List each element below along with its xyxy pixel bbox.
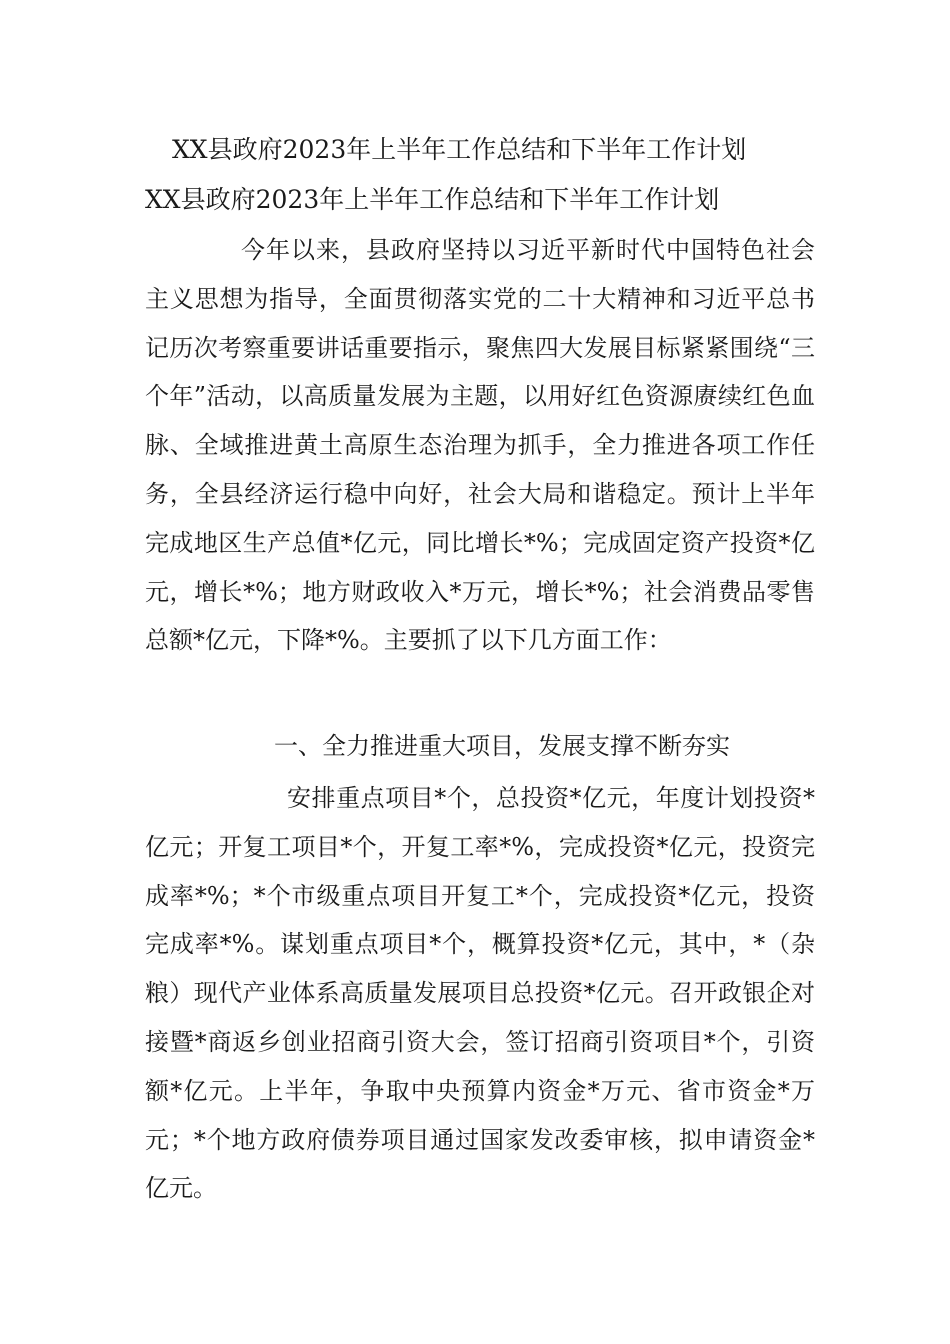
section-paragraph: 安排重点项目*个，总投资*亿元，年度计划投资*亿元；开复工项目*个，开复工率*%，完成投资*亿元，投资完成率*%；*个市级重点项目开复工*个，完成投资*亿元，投资完成率*%。谋划重点项目*个，概算投资*亿元，其中，*（杂粮）现代产业体系高质量发展项目总投资*亿元。召开政银企对接暨*商返乡创业招商引资大会，签订招商引资项目*个，引资额*亿元。上半年，争取中央预算内资金*万元、省市资金*万元；*个地方政府债券项目通过国家发改委审核，拟申请资金*亿元。 <box>145 784 815 1203</box>
section-heading: 一、全力推进重大项目，发展支撑不断夯实 <box>274 732 730 760</box>
intro-paragraph: 今年以来，县政府坚持以习近平新时代中国特色社会主义思想为指导，全面贯彻落实党的二十大精神和习近平总书记历次考察重要讲话重要指示，聚焦四大发展目标紧紧围绕“三个年”活动，以高质量发展为主题，以用好红色资源赓续红色血脉、全域推进黄土高原生态治理为抓手，全力推进各项工作任务，全县经济运行稳中向好，社会大局和谐稳定。预计上半年完成地区生产总值*亿元，同比增长*%；完成固定资产投资*亿元，增长*%；地方财政收入*万元，增长*%；社会消费品零售总额*亿元，下降*%。主要抓了以下几方面工作： <box>145 236 815 655</box>
document-title-repeat: XX县政府2023年上半年工作总结和下半年工作计划 <box>145 185 720 214</box>
document-title: XX县政府2023年上半年工作总结和下半年工作计划 <box>172 135 747 164</box>
